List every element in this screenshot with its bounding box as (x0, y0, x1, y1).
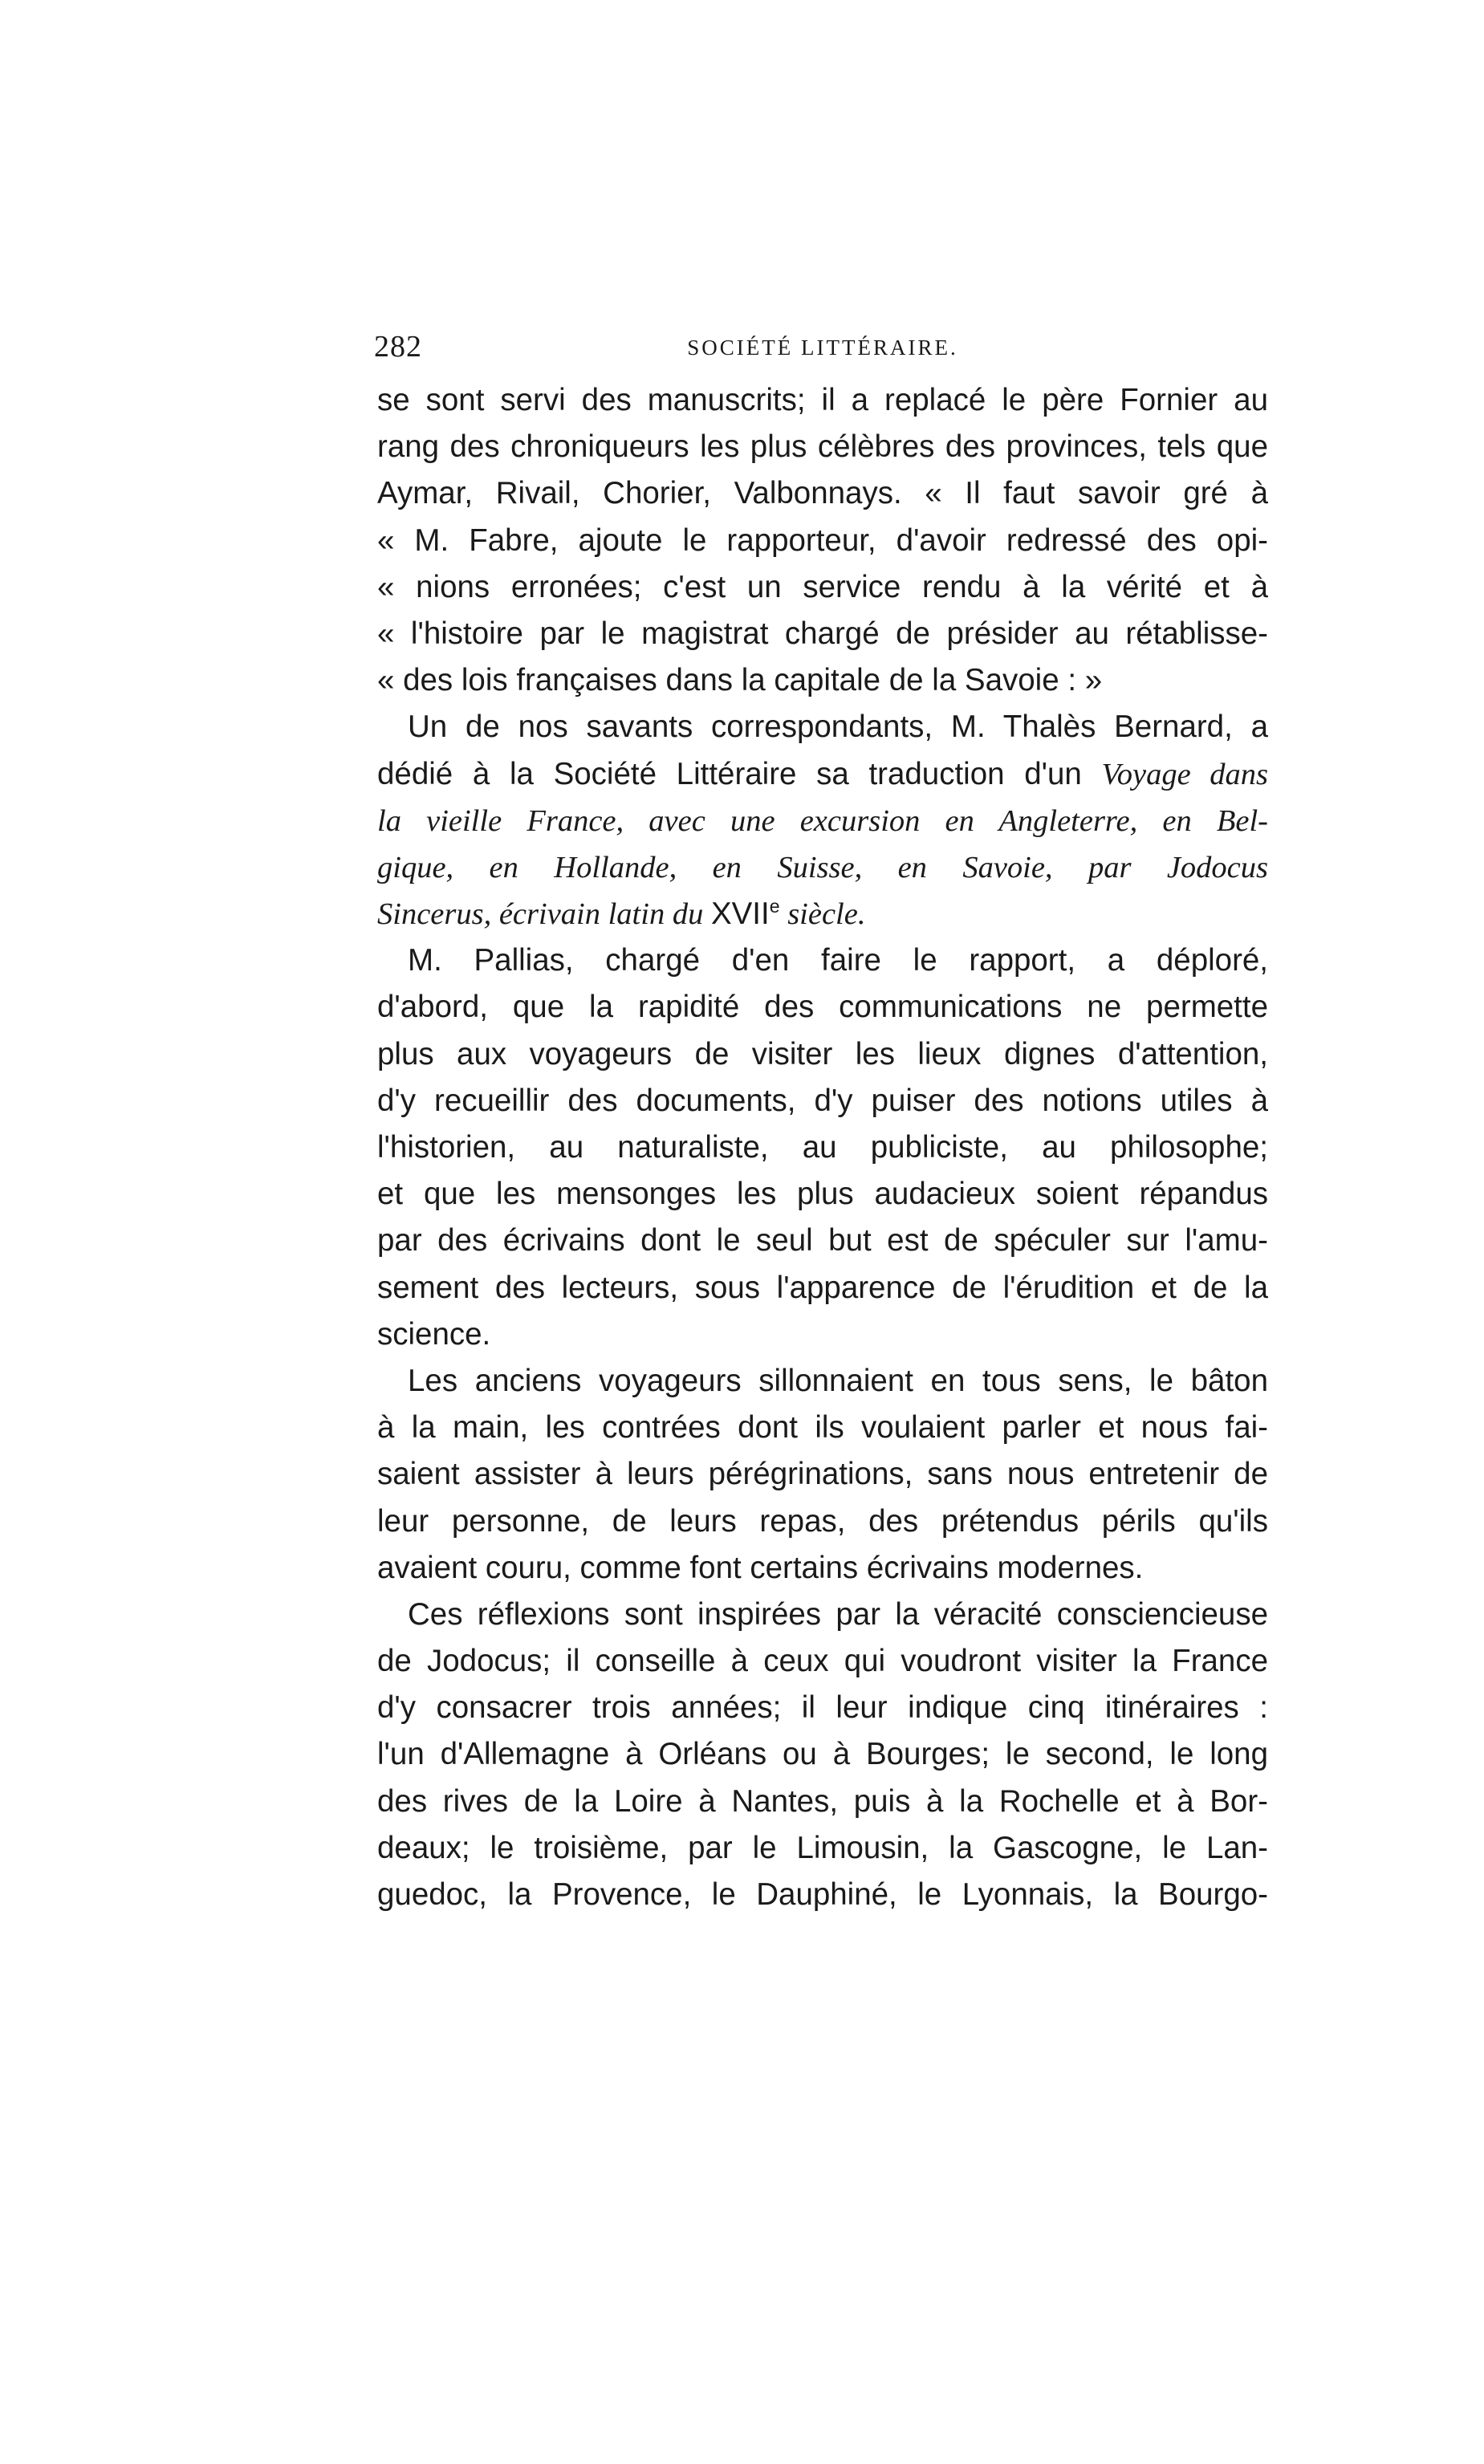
body-text (377, 377, 1268, 1918)
text-line: saient assister à leurs pérégrinations, sans nous entretenir de (377, 1457, 1268, 1492)
running-head (374, 329, 1271, 369)
text-line: à la main, les contrées dont ils voulaient parler et nous fai- (377, 1410, 1268, 1445)
text-line: « M. Fabre, ajoute le rapporteur, d'avoir redressé des opi- (377, 522, 1268, 558)
italic-run: Sincerus, écrivain latin du (377, 897, 711, 932)
superscript: e (769, 896, 780, 917)
text-line: science. (377, 1316, 491, 1352)
text-line: de Jodocus; il conseille à ceux qui voudront visiter la France (377, 1644, 1268, 1679)
text-line (377, 891, 1268, 937)
text-line: Un de nos savants correspondants, M. Thalès Bernard, a (408, 710, 1268, 745)
text-line: Les anciens voyageurs sillonnaient en tous sens, le bâton (408, 1363, 1268, 1398)
text-line: des rives de la Loire à Nantes, puis à la Rochelle et à Bor- (377, 1783, 1268, 1819)
text-line: « l'histoire par le magistrat chargé de présider au rétablisse- (377, 616, 1268, 651)
text-line: avaient couru, comme font certains écrivains modernes. (377, 1550, 1144, 1585)
italic-run: siècle. (779, 897, 866, 932)
text-line: « des lois françaises dans la capitale de la Savoie : » (377, 663, 1103, 698)
text-line: gique, en Hollande, en Suisse, en Savoie, par Jodocus (377, 850, 1268, 884)
text-line: rang des chroniqueurs les plus célèbres des provinces, tels que (377, 429, 1268, 465)
text-line: la vieille France, avec une excursion en Angleterre, en Bel- (377, 803, 1268, 838)
text-line: d'abord, que la rapidité des communications ne permette (377, 990, 1268, 1025)
text-line: l'historien, au naturaliste, au publiciste, au philosophe; (377, 1130, 1268, 1165)
text-line: se sont servi des manuscrits; il a replacé le père Fornier au (377, 383, 1268, 417)
text-line: guedoc, la Provence, le Dauphiné, le Lyonnais, la Bourgo- (377, 1877, 1268, 1912)
text-line: l'un d'Allemagne à Orléans ou à Bourges; le second, le long (377, 1737, 1268, 1772)
text-line: d'y recueillir des documents, d'y puiser des notions utiles à (377, 1083, 1268, 1118)
text-line: leur personne, de leurs repas, des prétendus périls qu'ils (377, 1503, 1268, 1539)
text-line: Ces réflexions sont inspirées par la véracité consciencieuse (408, 1596, 1268, 1632)
running-title: SOCIÉTÉ LITTÉRAIRE. (687, 335, 958, 360)
text-line: sement des lecteurs, sous l'apparence de l'érudition et de la (377, 1270, 1268, 1305)
text-line: plus aux voyageurs de visiter les lieux dignes d'attention, (377, 1036, 1268, 1071)
page-number: 282 (374, 330, 422, 364)
text-run: dédié à la Société Littéraire sa traduction d'un (377, 756, 1102, 791)
text-line: « nions erronées; c'est un service rendu à la vérité et à (377, 569, 1268, 604)
text-line: Aymar, Rivail, Chorier, Valbonnays. « Il faut savoir gré à (377, 476, 1268, 511)
text-line: M. Pallias, chargé d'en faire le rapport, a déploré, (408, 943, 1268, 978)
text-line: d'y consacrer trois années; il leur indique cinq itinéraires : (377, 1690, 1268, 1726)
roman-numeral: XVII (710, 897, 770, 932)
italic-run: Voyage dans (1101, 757, 1268, 791)
text-line: et que les mensonges les plus audacieux soient répandus (377, 1177, 1268, 1212)
text-line (377, 751, 1268, 798)
text-line: deaux; le troisième, par le Limousin, la Gascogne, le Lan- (377, 1830, 1268, 1865)
text-line: par des écrivains dont le seul but est de spéculer sur l'amu- (377, 1223, 1268, 1258)
